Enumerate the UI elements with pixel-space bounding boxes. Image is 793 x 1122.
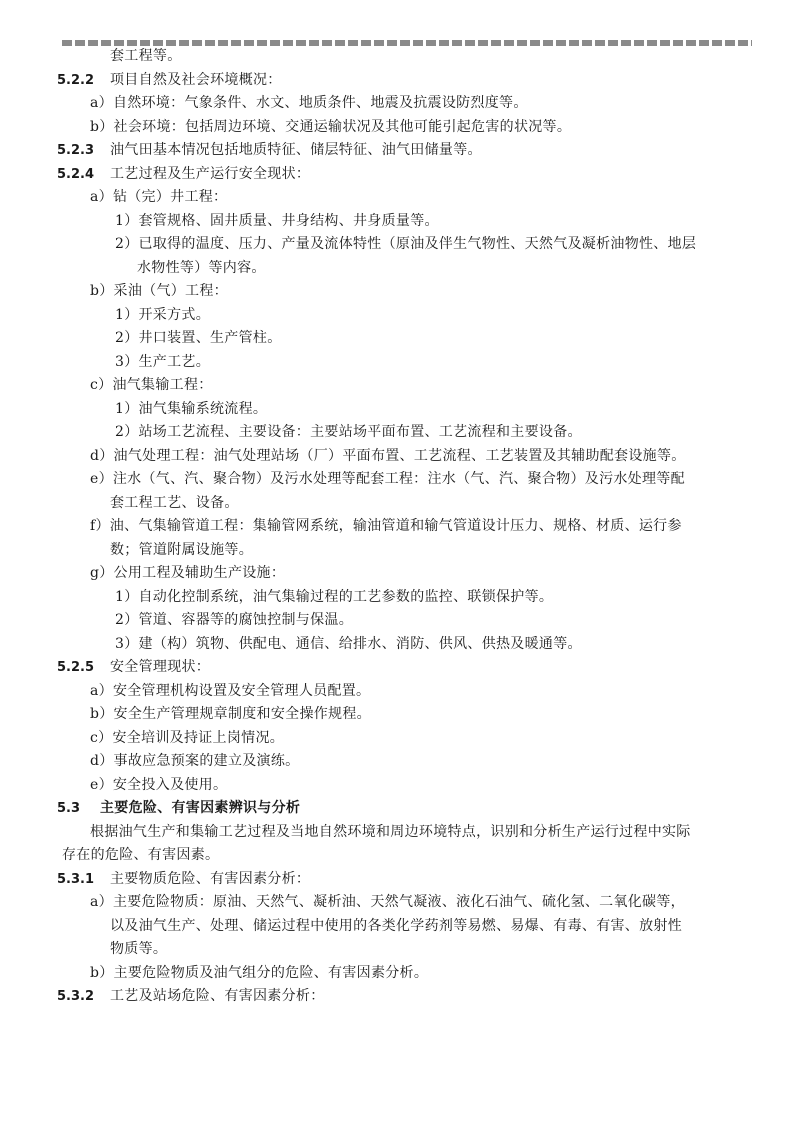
clause-text: 项目自然及社会环境概况： [110, 71, 282, 88]
text-line [0, 821, 793, 845]
clause-text: 油气田基本情况包括地质特征、储层特征、油气田储量等。 [110, 142, 482, 158]
text-line [0, 750, 793, 774]
text-line [0, 304, 793, 328]
text-line [0, 116, 793, 140]
text-line [0, 868, 793, 892]
text-line [0, 656, 793, 680]
clause-number: 5.2.4 [57, 166, 95, 182]
list-item-text: g）公用工程及辅助生产设施： [90, 565, 286, 581]
list-item-text: c）油气集输工程： [90, 377, 213, 393]
document-body [0, 45, 793, 1009]
list-item-text: b）主要危险物质及油气组分的危险、有害因素分析。 [90, 964, 429, 981]
text-line [0, 586, 793, 610]
text-line [0, 633, 793, 657]
text-line [0, 92, 793, 116]
list-item-text: 2）站场工艺流程、主要设备：主要站场平面布置、工艺流程和主要设备。 [115, 424, 582, 440]
list-item-text: a）钻（完）井工程： [90, 189, 228, 205]
text-line [0, 351, 793, 375]
continuation-text: 以及油气生产、处理、储运过程中使用的各类化学药剂等易燃、易爆、有毒、有害、放射性 [110, 917, 682, 934]
text-line [0, 468, 793, 492]
list-item-text: d）事故应急预案的建立及演练。 [90, 753, 300, 769]
text-line [0, 139, 793, 163]
clause-text: 安全管理现状： [110, 659, 211, 675]
list-item-text: f）油、气集输管道工程：集输管网系统，输油管道和输气管道设计压力、规格、材质、运行参 [90, 518, 682, 534]
text-line [0, 421, 793, 445]
clause-number: 5.2.3 [57, 143, 95, 158]
clause-number: 5.3.2 [57, 989, 95, 1004]
text-line [0, 938, 793, 962]
continuation-text: 套工程等。 [110, 48, 182, 64]
list-item-text: 3）建（构）筑物、供配电、通信、给排水、消防、供风、供热及暖通等。 [115, 635, 582, 652]
continuation-text: 数；管道附属设施等。 [110, 541, 253, 558]
text-line [0, 280, 793, 304]
list-item-text: 2）管道、容器等的腐蚀控制与保温。 [115, 612, 354, 628]
list-item-text: 2）井口装置、生产管柱。 [115, 330, 282, 346]
text-line [0, 539, 793, 563]
list-item-text: 1）自动化控制系统，油气集输过程的工艺参数的监控、联锁保护等。 [115, 588, 554, 605]
text-line [0, 233, 793, 257]
text-line [0, 774, 793, 798]
text-line [0, 844, 793, 868]
list-item-text: a）安全管理机构设置及安全管理人员配置。 [90, 682, 371, 699]
continuation-text: 水物性等）等内容。 [137, 259, 266, 276]
text-line [0, 327, 793, 351]
text-line [0, 163, 793, 187]
list-item-text: 3）生产工艺。 [115, 353, 211, 370]
text-line [0, 727, 793, 751]
text-line [0, 186, 793, 210]
list-item-text: d）油气处理工程：油气处理站场（厂）平面布置、工艺流程、工艺装置及其辅助配套设施等。 [90, 447, 686, 464]
text-line [0, 515, 793, 539]
list-item-text: 1）开采方式。 [115, 306, 211, 323]
text-line [0, 445, 793, 469]
list-item-text: 1）油气集输系统流程。 [115, 400, 268, 417]
section-number: 5.3 [57, 801, 81, 816]
list-item-text: a）主要危险物质：原油、天然气、凝析油、天然气凝液、液化石油气、硫化氢、二氧化碳等， [90, 894, 685, 910]
text-line [0, 492, 793, 516]
list-item-text: a）自然环境：气象条件、水文、地质条件、地震及抗震设防烈度等。 [90, 95, 528, 111]
text-line [0, 680, 793, 704]
text-line [0, 45, 793, 69]
text-line [0, 985, 793, 1009]
section-heading: 主要危险、有害因素辨识与分析 [100, 800, 301, 816]
continuation-text: 存在的危险、有害因素。 [62, 847, 220, 863]
list-item-text: b）安全生产管理规章制度和安全操作规程。 [90, 706, 371, 722]
text-line [0, 891, 793, 915]
text-line [0, 210, 793, 234]
list-item-text: e）注水（气、汽、聚合物）及污水处理等配套工程：注水（气、汽、聚合物）及污水处理等配 [90, 471, 685, 487]
clause-text: 工艺过程及生产运行安全现状： [110, 165, 311, 182]
list-item-text: b）采油（气）工程： [90, 283, 228, 299]
text-line [0, 703, 793, 727]
text-line [0, 69, 793, 93]
clause-number: 5.2.5 [57, 660, 95, 675]
clause-number: 5.2.2 [57, 72, 95, 88]
list-item-text: c）安全培训及持证上岗情况。 [90, 729, 285, 746]
list-item-text: 2）已取得的温度、压力、产量及流体特性（原油及伴生气物性、天然气及凝析油物性、地层 [115, 236, 697, 252]
text-line [0, 797, 793, 821]
text-line [0, 257, 793, 281]
clause-text: 工艺及站场危险、有害因素分析： [110, 988, 325, 1004]
text-line [0, 398, 793, 422]
text-line [0, 609, 793, 633]
text-line [0, 962, 793, 986]
text-line [0, 374, 793, 398]
list-item-text: b）社会环境：包括周边环境、交通运输状况及其他可能引起危害的状况等。 [90, 118, 572, 135]
clause-text: 主要物质危险、有害因素分析： [110, 870, 311, 887]
clause-number: 5.3.1 [57, 871, 95, 887]
text-line [0, 562, 793, 586]
list-item-text: 1）套管规格、固井质量、井身结构、井身质量等。 [115, 212, 439, 229]
continuation-text: 套工程工艺、设备。 [110, 494, 239, 511]
continuation-text: 物质等。 [110, 941, 168, 957]
paragraph-text: 根据油气生产和集输工艺过程及当地自然环境和周边环境特点，识别和分析生产运行过程中实际 [90, 823, 691, 840]
text-line [0, 915, 793, 939]
list-item-text: e）安全投入及使用。 [90, 776, 228, 793]
